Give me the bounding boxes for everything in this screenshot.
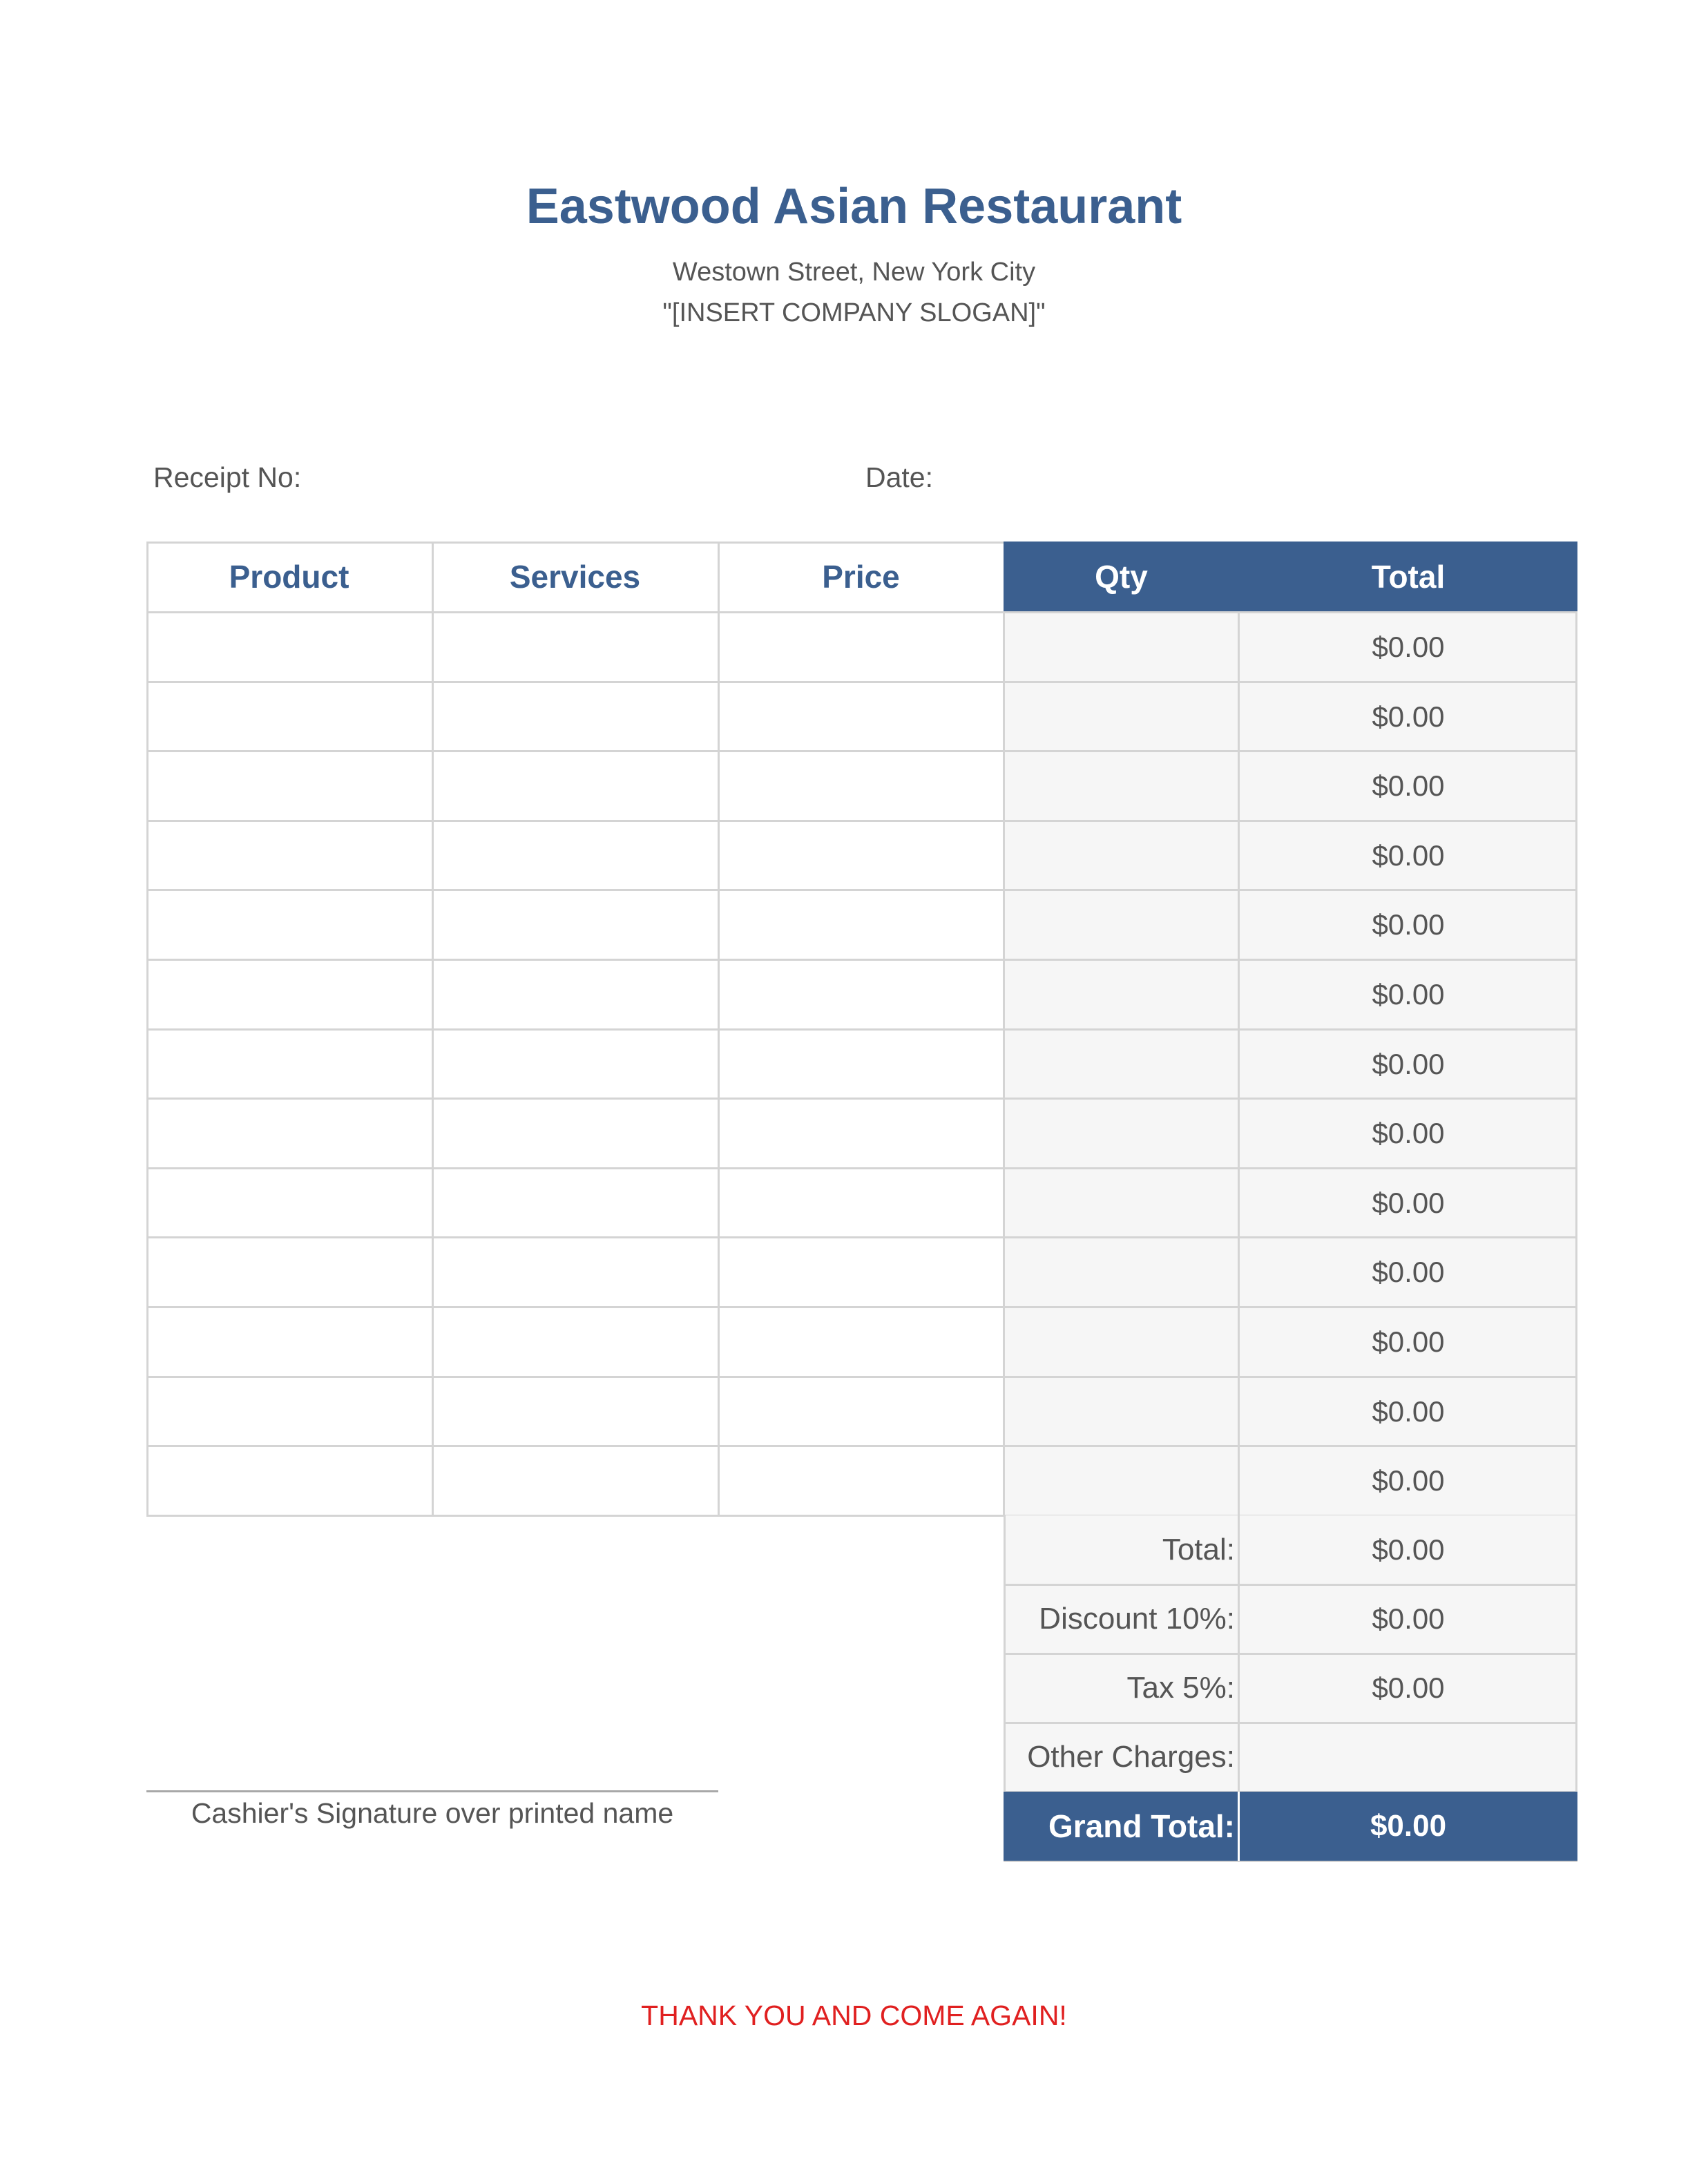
summary-discount-label: Discount 10%: xyxy=(1039,1602,1235,1636)
row-total-value: $0.00 xyxy=(1372,908,1445,941)
table-column-line xyxy=(1003,612,1005,1515)
column-header-product: Product xyxy=(229,559,349,595)
grand-total-label: Grand Total: xyxy=(1048,1808,1235,1844)
row-total-value: $0.00 xyxy=(1372,700,1445,733)
date-label: Date: xyxy=(865,461,933,493)
table-top-border xyxy=(146,542,1004,544)
summary-tax-value: $0.00 xyxy=(1372,1671,1445,1704)
signature-line xyxy=(146,1790,718,1792)
column-header-qty: Qty xyxy=(1095,559,1148,595)
table-column-line xyxy=(146,542,148,1515)
row-total-value: $0.00 xyxy=(1372,1325,1445,1358)
company-slogan: "[INSERT COMPANY SLOGAN]" xyxy=(662,298,1046,327)
row-total-value: $0.00 xyxy=(1372,978,1445,1010)
row-total-value: $0.00 xyxy=(1372,839,1445,872)
table-column-line xyxy=(432,542,434,1515)
summary-total-value: $0.00 xyxy=(1372,1533,1445,1566)
row-total-value: $0.00 xyxy=(1372,1256,1445,1288)
row-total-value: $0.00 xyxy=(1372,1464,1445,1497)
summary-tax-label: Tax 5%: xyxy=(1126,1671,1235,1705)
grand-total-value: $0.00 xyxy=(1370,1809,1447,1843)
summary-other-charges-label: Other Charges: xyxy=(1027,1740,1235,1774)
summary-discount-value: $0.00 xyxy=(1372,1602,1445,1635)
column-header-services: Services xyxy=(509,559,641,595)
thank-you-message: THANK YOU AND COME AGAIN! xyxy=(641,2000,1067,2031)
signature-label: Cashier's Signature over printed name xyxy=(191,1797,674,1829)
summary-other-charges-value xyxy=(1239,1723,1577,1792)
row-total-value: $0.00 xyxy=(1372,1395,1445,1428)
summary-block xyxy=(1004,1515,1577,1862)
column-header-total: Total xyxy=(1371,559,1446,595)
company-name: Eastwood Asian Restaurant xyxy=(526,179,1182,234)
company-address: Westown Street, New York City xyxy=(672,258,1036,287)
row-total-value: $0.00 xyxy=(1372,1048,1445,1080)
summary-total-label: Total: xyxy=(1162,1533,1235,1566)
items-table xyxy=(146,542,1577,1515)
receipt-number-label: Receipt No: xyxy=(153,461,302,493)
table-column-line xyxy=(718,542,720,1515)
grand-total-divider xyxy=(1238,1792,1240,1861)
row-total-value: $0.00 xyxy=(1372,769,1445,802)
row-total-value: $0.00 xyxy=(1372,1117,1445,1149)
row-total-value: $0.00 xyxy=(1372,631,1445,663)
column-header-price: Price xyxy=(822,559,900,595)
row-total-value: $0.00 xyxy=(1372,1187,1445,1219)
